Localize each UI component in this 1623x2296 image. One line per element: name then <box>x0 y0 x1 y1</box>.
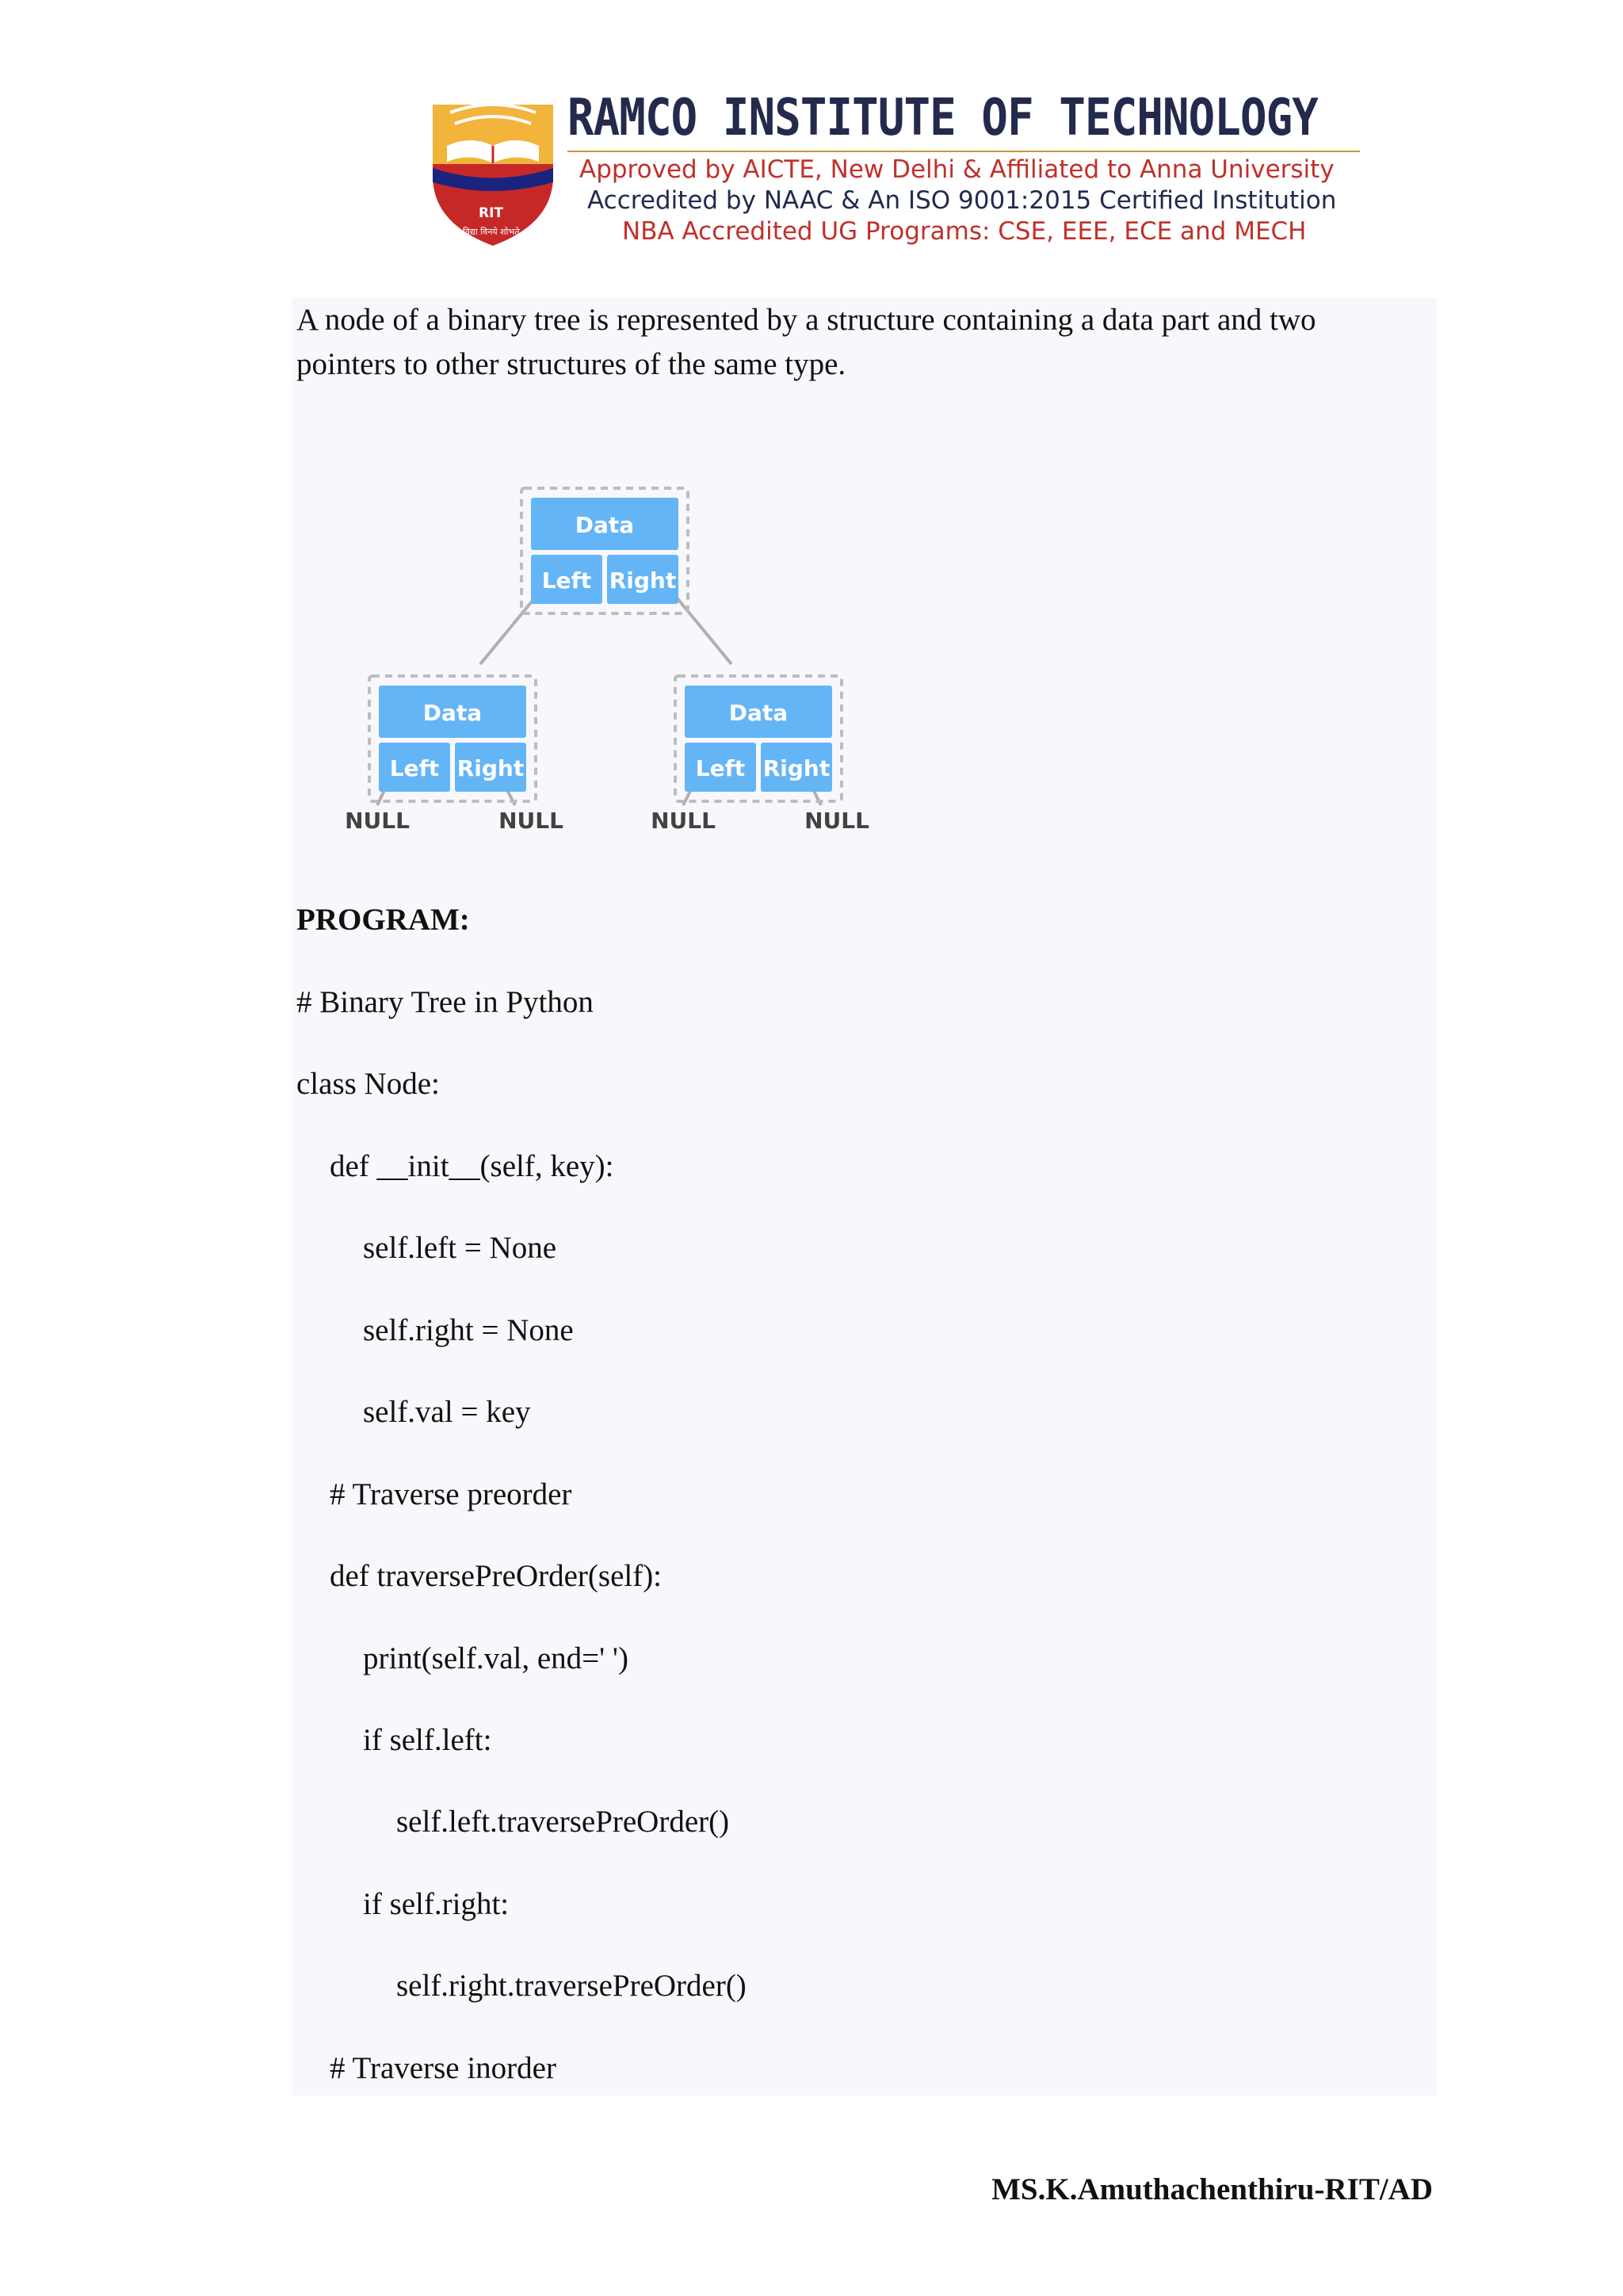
code-line: def __init__(self, key): <box>330 1149 614 1183</box>
node-right-label: Right <box>609 567 677 594</box>
intro-paragraph: A node of a binary tree is represented by a structure containing a data part and two pointers to other structures of the same type. <box>296 303 1316 381</box>
code-line: self.val = key <box>363 1395 531 1429</box>
node-left-label: Left <box>541 567 592 594</box>
null-label: NULL <box>345 807 410 834</box>
logo-motto: विद्या विनये शोभते <box>463 227 520 237</box>
node-data-label: Data <box>575 512 635 538</box>
content-panel <box>292 298 1437 2095</box>
nba-line: NBA Accredited UG Programs: CSE, EEE, ECE and MECH <box>622 217 1307 246</box>
node-right-label: Right <box>456 755 525 781</box>
code-line: self.right.traversePreOrder() <box>396 1969 747 2003</box>
institute-logo <box>426 89 559 247</box>
null-label: NULL <box>498 807 563 834</box>
code-comment: # Binary Tree in Python <box>296 985 594 1019</box>
node-data-label: Data <box>728 700 789 726</box>
null-label: NULL <box>804 807 869 834</box>
code-comment: # Traverse preorder <box>330 1477 572 1511</box>
code-line: self.left.traversePreOrder() <box>396 1805 730 1839</box>
code-comment: # Traverse inorder <box>330 2051 556 2085</box>
code-line: if self.right: <box>363 1887 510 1921</box>
tree-node-right <box>675 676 842 801</box>
tree-node-left <box>369 676 536 801</box>
code-line: class Node: <box>296 1067 440 1101</box>
accreditation-line: Accredited by NAAC & An ISO 9001:2015 Certified Institution <box>587 186 1337 215</box>
logo-text: RIT <box>479 205 504 221</box>
institute-header <box>426 89 1361 255</box>
code-line: if self.left: <box>363 1723 492 1757</box>
approval-line: Approved by AICTE, New Delhi & Affiliated to Anna University <box>579 155 1335 184</box>
code-line: self.left = None <box>363 1231 556 1265</box>
code-line: self.right = None <box>363 1313 574 1347</box>
null-label: NULL <box>651 807 716 834</box>
node-data-label: Data <box>422 700 483 726</box>
binary-tree-diagram <box>292 417 1163 834</box>
tree-node-root <box>521 488 688 613</box>
node-left-label: Left <box>695 755 746 781</box>
institute-name: RAMCO INSTITUTE OF TECHNOLOGY <box>567 89 1318 147</box>
title-divider <box>567 151 1360 152</box>
page-footer: MS.K.Amuthachenthiru-RIT/AD <box>991 2172 1433 2206</box>
code-line: def traversePreOrder(self): <box>330 1559 663 1593</box>
program-heading: PROGRAM: <box>296 903 470 937</box>
code-line: print(self.val, end=' ') <box>363 1641 628 1675</box>
node-left-label: Left <box>389 755 440 781</box>
node-right-label: Right <box>762 755 831 781</box>
